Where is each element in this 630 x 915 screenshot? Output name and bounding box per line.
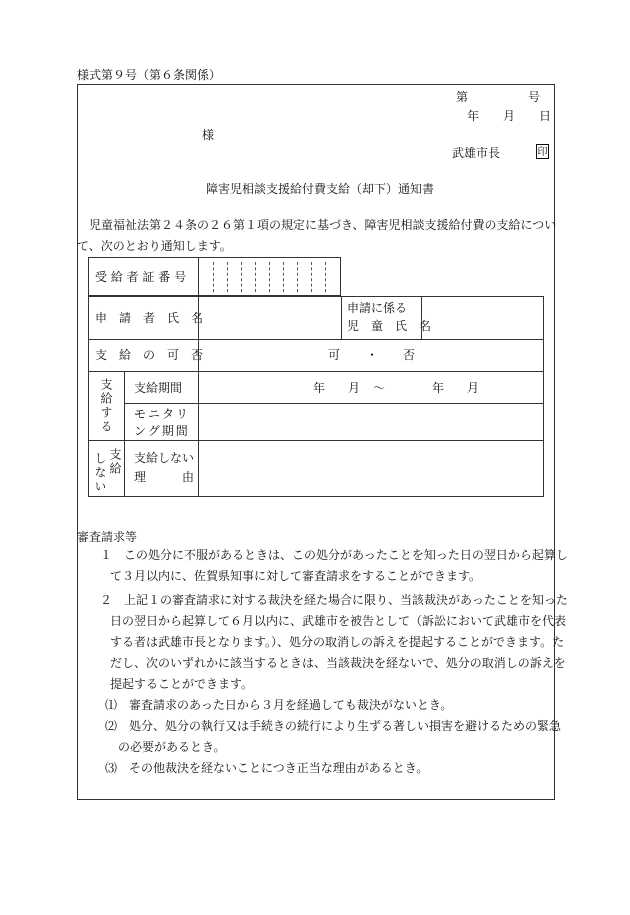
seal-box: 印 bbox=[536, 144, 549, 159]
period-month-1: 月 bbox=[348, 381, 361, 395]
appeal-subitem: ⑵ 処分、処分の執行又は手続きの続行により生ずる著しい損害を避けるための緊急 bbox=[105, 719, 562, 733]
appeal-subitem: の必要があるとき。 bbox=[118, 740, 226, 754]
child-label-line2: 児 童 氏 名 bbox=[347, 319, 432, 333]
period-year-1: 年 bbox=[313, 381, 326, 395]
monitoring-label-line1: モニタリ bbox=[134, 407, 191, 421]
approval-label: 支 給 の 可 否 bbox=[95, 348, 204, 362]
period-tilde: ～ bbox=[373, 381, 386, 395]
doc-number-prefix: 第 bbox=[456, 90, 469, 104]
date-day: 日 bbox=[539, 109, 552, 123]
appeal-subitem: ⑶ その他裁決を経ないことにつき正当な理由があるとき。 bbox=[105, 761, 429, 775]
main-table bbox=[88, 296, 544, 497]
period-label: 支給期間 bbox=[134, 381, 183, 395]
approval-no: 否 bbox=[403, 348, 416, 362]
deny-group-label-b: しない bbox=[93, 452, 107, 494]
appeal-line: だし、次のいずれかに該当するときは、当該裁決を経ないで、処分の取消しの訴えを bbox=[110, 656, 566, 670]
child-label-line1: 申請に係る bbox=[347, 301, 408, 315]
appeal-heading: 審査請求等 bbox=[77, 530, 138, 544]
appeal-line: 提起することができます。 bbox=[110, 677, 254, 691]
applicant-name-label: 申 請 者 氏 名 bbox=[95, 311, 204, 325]
doc-number-suffix: 号 bbox=[528, 90, 541, 104]
appeal-subitem: ⑴ 審査請求のあった日から３月を経過しても裁決がないとき。 bbox=[105, 698, 453, 712]
period-year-2: 年 bbox=[432, 381, 445, 395]
document-title: 障害児相談支援給付費支給（却下）通知書 bbox=[206, 182, 435, 196]
approval-separator: ・ bbox=[366, 348, 379, 362]
intro-line-1: 児童福祉法第２４条の２６第１項の規定に基づき、障害児相談支援給付費の支給につい bbox=[89, 218, 557, 232]
appeal-line: １ この処分に不服があるときは、この処分があったことを知った日の翌日から起算し bbox=[100, 548, 568, 562]
date-year: 年 bbox=[467, 109, 480, 123]
reason-label-line2: 理 由 bbox=[134, 470, 195, 484]
intro-line-2: て、次のとおり通知します。 bbox=[77, 239, 232, 253]
appeal-line: ２ 上記１の審査請求に対する裁決を経た場合に限り、当該裁決があったことを知った bbox=[100, 593, 568, 607]
reason-label-line1: 支給しない bbox=[134, 451, 195, 465]
appeal-line: て３月以内に、佐賀県知事に対して審査請求をすることができます。 bbox=[110, 569, 482, 583]
appeal-line: 日の翌日から起算して６月以内に、武雄市を被告として（訴訟において武雄市を代表 bbox=[110, 614, 567, 628]
monitoring-label-line2: ング期間 bbox=[134, 424, 190, 438]
form-label: 様式第９号（第６条関係） bbox=[77, 68, 222, 82]
period-month-2: 月 bbox=[467, 381, 480, 395]
grant-group-label: 支給する bbox=[99, 378, 113, 434]
issuer-name: 武雄市長 bbox=[452, 146, 501, 160]
addressee-honorific: 様 bbox=[202, 128, 215, 142]
recipient-number-label: 受 給 者 証 番 号 bbox=[95, 270, 187, 284]
deny-group-label-a: 支給 bbox=[108, 448, 122, 476]
appeal-line: する者は武雄市長となります。）、処分の取消しの訴えを提起することができます。た bbox=[110, 635, 565, 649]
date-month: 月 bbox=[503, 109, 516, 123]
approval-yes: 可 bbox=[328, 348, 341, 362]
